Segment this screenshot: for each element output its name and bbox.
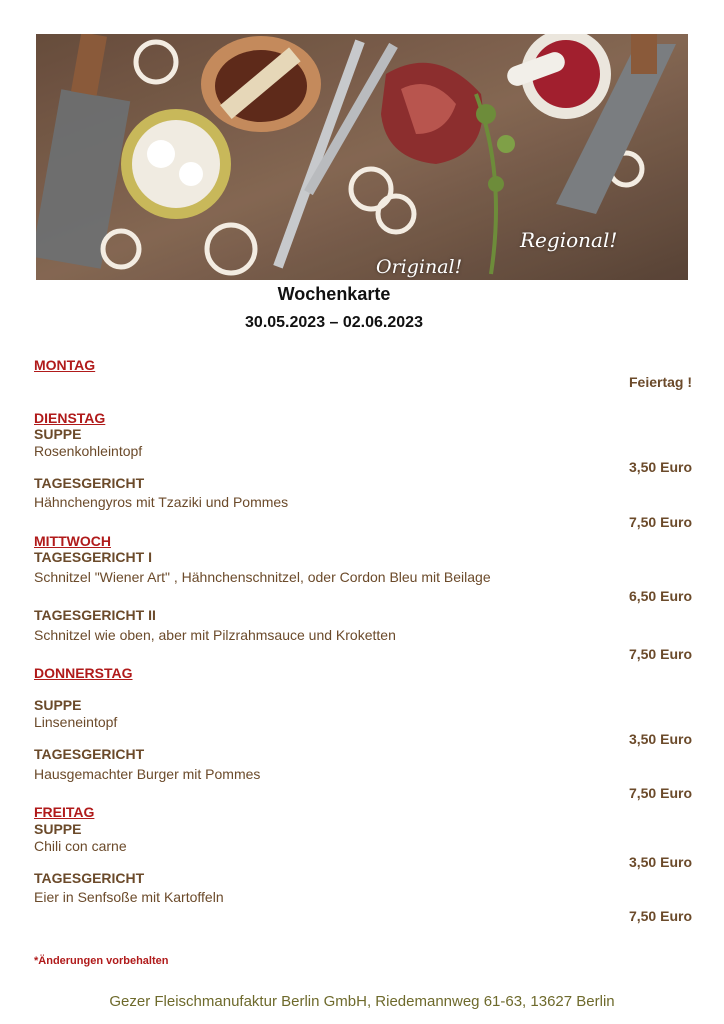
- wednesday-main1-price: 6,50 Euro: [628, 588, 692, 604]
- friday-main: Eier in Senfsoße mit Kartoffeln: [34, 889, 224, 905]
- day-tuesday: DIENSTAG: [34, 410, 106, 426]
- thursday-main-label: TAGESGERICHT: [34, 746, 145, 762]
- footer-address: Gezer Fleischmanufaktur Berlin GmbH, Riedemannweg 61-63, 13627 Berlin: [109, 993, 615, 1010]
- tuesday-main: Hähnchengyros mit Tzaziki und Pommes: [34, 494, 289, 510]
- wednesday-main1: Schnitzel "Wiener Art" , Hähnchenschnitzel, oder Cordon Bleu mit Beilage: [34, 569, 491, 585]
- friday-soup: Chili con carne: [34, 838, 127, 854]
- thursday-main-price: 7,50 Euro: [628, 785, 692, 801]
- original-script-text: Original!: [376, 256, 463, 278]
- day-thursday: DONNERSTAG: [34, 665, 133, 681]
- page-title: Wochenkarte: [277, 284, 391, 304]
- wednesday-main2-price: 7,50 Euro: [628, 646, 692, 662]
- wednesday-main2-label: TAGESGERICHT II: [34, 607, 156, 623]
- regional-script-text: Regional!: [520, 228, 618, 252]
- thursday-main: Hausgemachter Burger mit Pommes: [34, 766, 261, 782]
- changes-reserved-note: *Änderungen vorbehalten: [34, 955, 169, 967]
- wednesday-main2: Schnitzel wie oben, aber mit Pilzrahmsauce und Kroketten: [34, 627, 396, 643]
- tuesday-soup: Rosenkohleintopf: [34, 443, 143, 459]
- monday-holiday-note: Feiertag !: [628, 374, 692, 390]
- friday-main-price: 7,50 Euro: [628, 908, 692, 924]
- tuesday-main-price: 7,50 Euro: [628, 514, 692, 530]
- thursday-soup: Linseneintopf: [34, 714, 118, 730]
- tuesday-soup-price: 3,50 Euro: [628, 459, 692, 475]
- thursday-soup-price: 3,50 Euro: [628, 731, 692, 747]
- date-range: 30.05.2023 – 02.06.2023: [245, 314, 423, 331]
- friday-soup-price: 3,50 Euro: [628, 854, 692, 870]
- day-friday: FREITAG: [34, 804, 95, 820]
- friday-main-label: TAGESGERICHT: [34, 870, 145, 886]
- day-wednesday: MITTWOCH: [34, 533, 111, 549]
- day-monday: MONTAG: [34, 357, 96, 373]
- friday-soup-label: SUPPE: [34, 821, 82, 837]
- food-banner-image: [36, 34, 688, 280]
- tuesday-main-label: TAGESGERICHT: [34, 475, 145, 491]
- thursday-soup-label: SUPPE: [34, 697, 82, 713]
- wednesday-main1-label: TAGESGERICHT I: [34, 549, 152, 565]
- tuesday-soup-label: SUPPE: [34, 426, 82, 442]
